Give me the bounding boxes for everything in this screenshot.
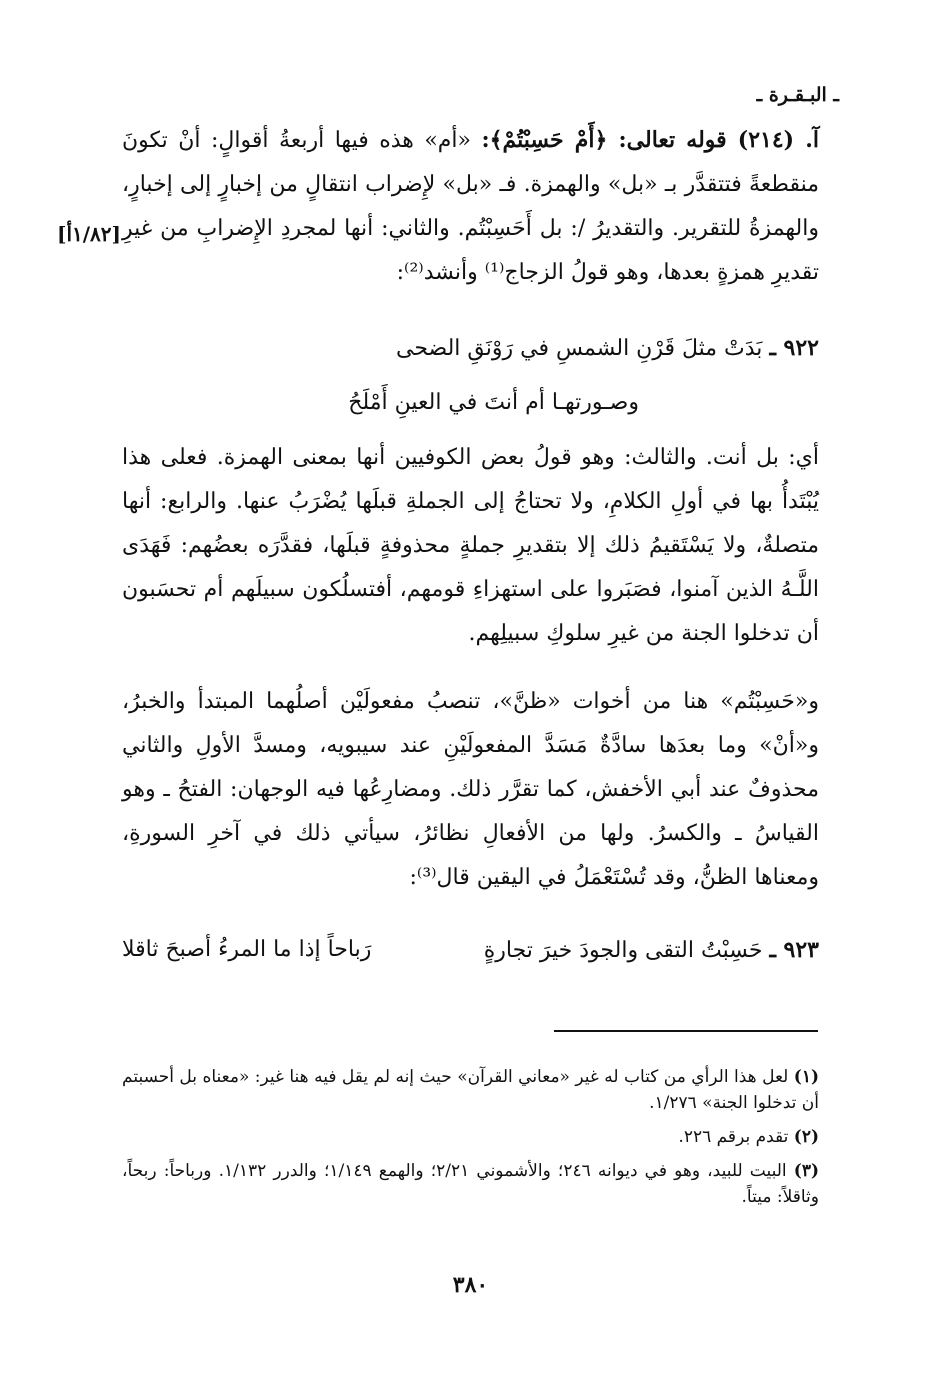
footnote-1-text: لعل هذا الرأي من كتاب له غير «معاني القرآن» حيث إنه لم يقل فيه هنا غير: «معناه بل أحسبتم أن تدخلوا الجنة» ١/٢٧٦. <box>122 1067 819 1113</box>
poem-922-second-hemistich: وصـورتهـا أم أنتَ في العينِ أَمْلَحُ <box>348 390 639 415</box>
footnote-3-number: (٣) <box>793 1161 819 1181</box>
poem-923-second-hemistich: رَباحاً إذا ما المرءُ أصبحَ ثاقلا <box>122 937 372 962</box>
paragraph-2-text: أي: بل أنت. والثالث: وهو قولُ بعض الكوفيين أنها بمعنى الهمزة. فعلى هذا يُبْتَدأُ بها في أولِ الكلامِ، ولا تحتاجُ إلى الجملةِ قبلَها يُضْرَبُ عنها. والرابع: أنها متصلةٌ، ولا يَسْتَقيمُ ذلك إلا بتقديرِ جملةٍ محذوفةٍ قبلَها، فقدَّرَه بعضُهم: فَهَدَى اللَّـهُ الذين آمنوا، فصَبَروا على استهزاءِ قومهم، أفتسلُكون سبيلَهم أم تحسَبون أن تدخلوا الجنة من غيرِ سلوكِ سبيلِهم. <box>122 445 819 646</box>
verse-heading: آ. (٢١٤) قوله تعالى: ﴿أَمْ حَسِبْتُمْ﴾: <box>481 127 819 153</box>
paragraph-3 <box>122 680 819 900</box>
poem-923-first-hemistich: حَسِبْتُ التقى والجودَ خيرَ تجارةٍ <box>483 938 763 963</box>
footnote-2 <box>122 1124 819 1150</box>
manuscript-folio-reference: [١/٨٢أ] <box>56 222 121 246</box>
footnote-3-text: البيت للبيد، وهو في ديوانه ٢٤٦؛ والأشموني ٢/٢١؛ والهمع ١/١٤٩؛ والدرر ١/١٣٢. ورباحاً: ربحاً، وثاقلاً: ميتاً. <box>122 1161 819 1207</box>
running-header: ـ البـقـرة ـ <box>756 84 839 106</box>
footnote-2-text: تقدم برقم ٢٢٦. <box>678 1127 789 1147</box>
poem-923-first <box>484 928 819 973</box>
paragraph-3-text: و«حَسِبْتُم» هنا من أخوات «ظنَّ»، تنصبُ مفعولَيْن أصلُهما المبتدأ والخبرُ، و«أنْ» وما بعدَها سادَّةٌ مَسَدَّ المفعولَيْنِ عند سيبويه، ومسدَّ الأولِ والثاني محذوفٌ عند أبي الأخفش، كما تقرَّر ذلك. ومضارِعُها فيه الوجهان: الفتحُ ـ وهو القياسُ ـ والكسرُ. ولها من الأفعالِ نظائرُ، سيأتي ذلك في آخرِ السورةِ، ومعناها الظنُّ، وقد تُسْتَعْمَلُ في اليقين قال⁽³⁾: <box>122 689 819 890</box>
footnote-1-number: (١) <box>793 1067 819 1087</box>
poem-922 <box>122 326 819 425</box>
footnote-separator <box>554 1030 818 1032</box>
paragraph-verse-214 <box>122 118 819 295</box>
footnote-2-number: (٢) <box>793 1127 819 1147</box>
page-number: ٣٨٠ <box>452 1272 489 1298</box>
paragraph-2 <box>122 436 819 656</box>
poem-923-number: ٩٢٣ ـ <box>769 937 819 963</box>
poem-922-number: ٩٢٢ ـ <box>769 335 819 361</box>
footnote-3 <box>122 1158 819 1210</box>
poem-922-first-hemistich: بَدَتْ مثلَ قَرْنِ الشمسِ في رَوْنَقِ الضحى <box>395 336 763 361</box>
paragraph-1-text: «أم» هذه فيها أربعةُ أقوالٍ: أنْ تكونَ منقطعةً فتتقدَّر بـ «بل» والهمزة. فـ «بل» لإِضراب انتقالٍ من إخبارٍ إلى إخبارٍ، والهمزةُ للتقرير. والتقديرُ /: بل أَحَسِبْتُم. والثاني: أنها لمجردِ الإِضرابِ من غيرِ تقديرِ همزةٍ بعدها، وهو قولُ الزجاج⁽¹⁾ وأنشد⁽²⁾: <box>122 128 819 285</box>
footnotes <box>122 1064 819 1218</box>
paragraph-1 <box>122 118 819 295</box>
poem-922-line-1 <box>122 326 819 371</box>
footnote-1 <box>122 1064 819 1116</box>
poem-923 <box>122 928 819 973</box>
